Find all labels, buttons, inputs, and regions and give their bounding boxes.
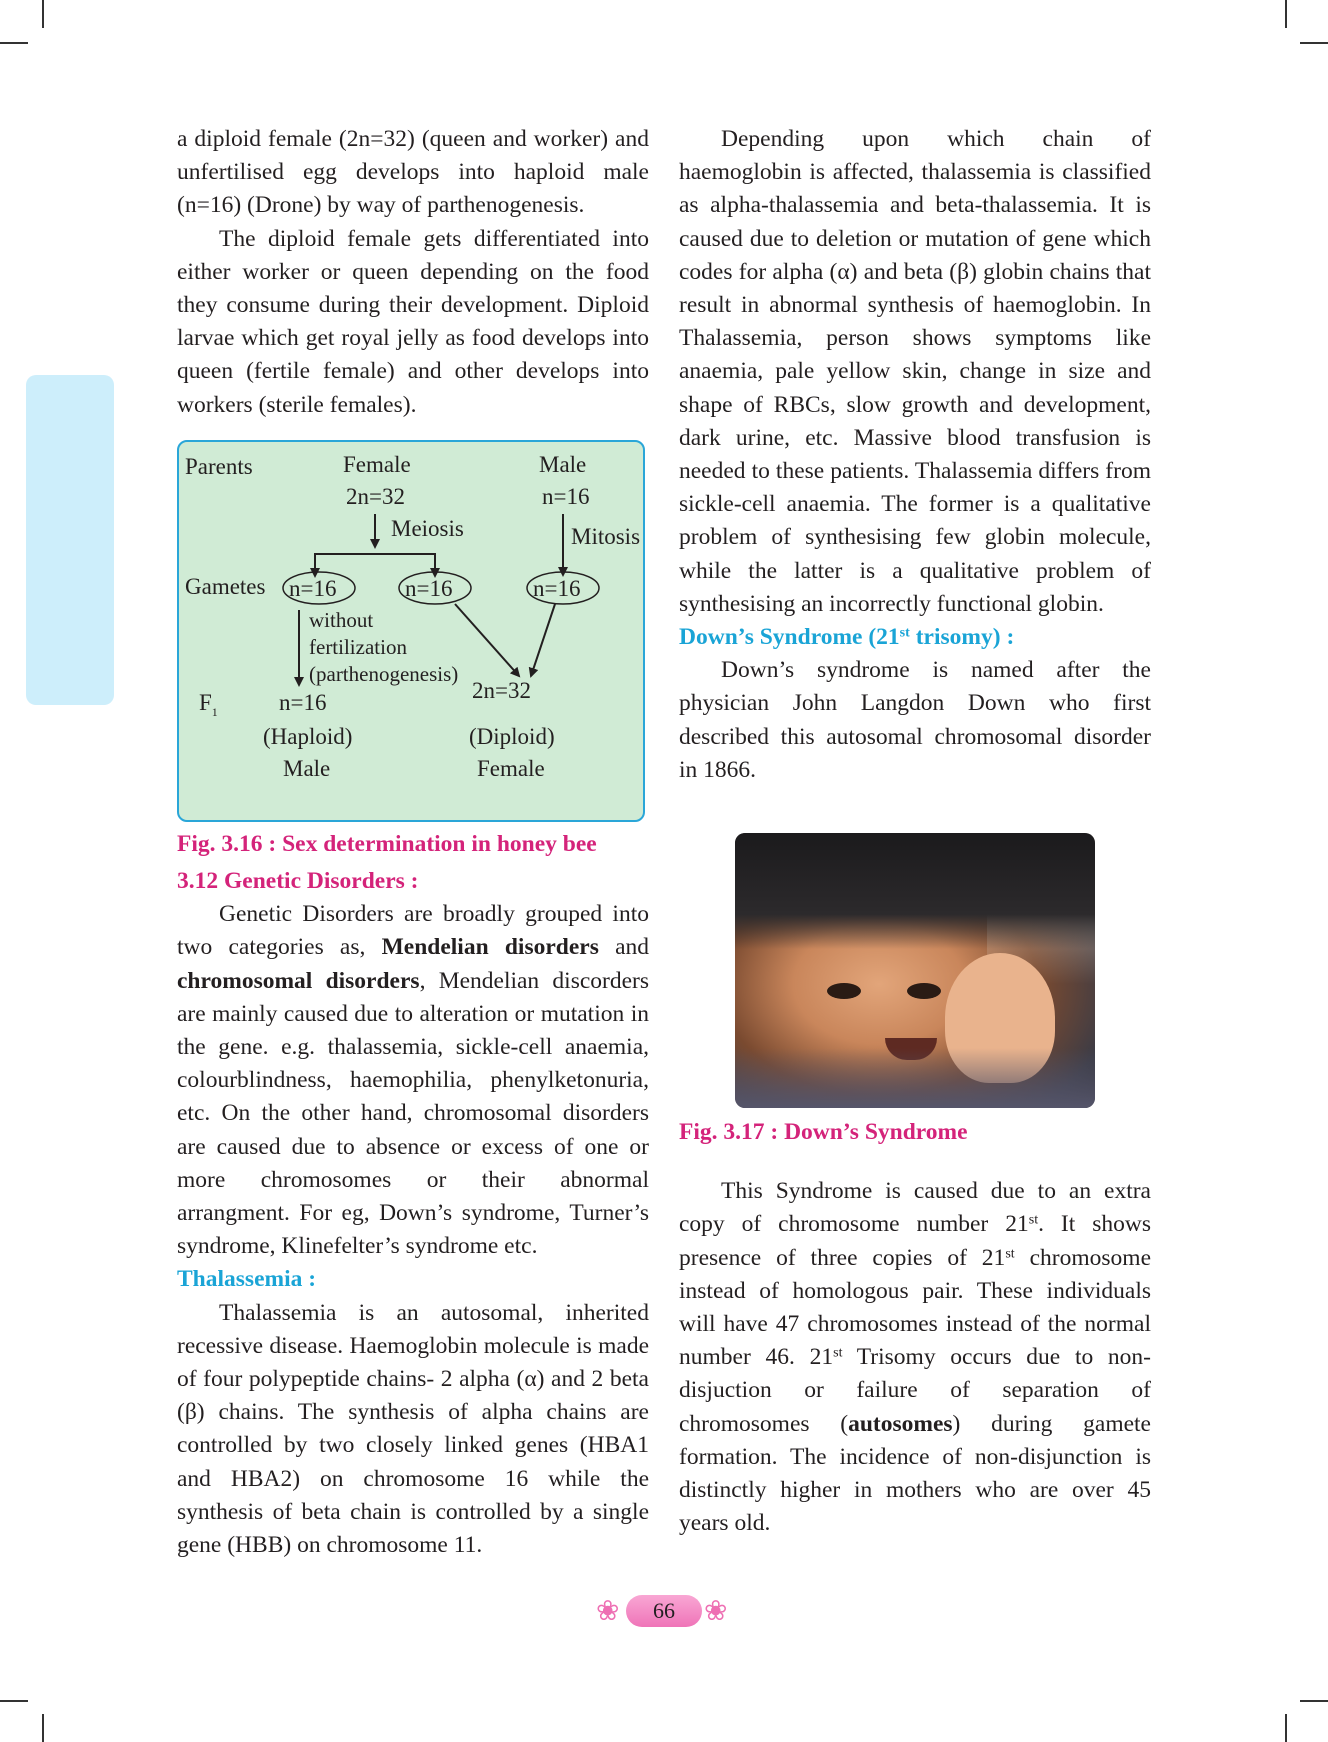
gamete3-text: n=16 (533, 575, 581, 601)
parents-label: Parents (185, 453, 253, 479)
paragraph: Depending upon which chain of haemoglobin is affected, thalassemia is classified as alpha-thalassemia and beta-thalassemia. It is caused due to deletion or mutation of gene which codes for alpha (α) and beta (β) globin chains that result in abnormal synthesis of haemoglobin. In Thalassemia, person shows symptoms like anaemia, pale yellow skin, change in size and shape of RBCs, slow growth and development, dark urine, etc. Massive blood transfusion is needed to these patients. Thalassemia differs from sickle-cell anaemia. The former is a qualitative problem of synthesising few globin molecule, while the latter is a qualitative problem of synthesising an incorrectly functional globin. (679, 126, 1151, 617)
honey-bee-diagram (177, 440, 645, 822)
female-chromosome: 2n=32 (346, 483, 405, 509)
crop-mark (0, 1700, 28, 1702)
paragraph: Genetic Disorders are broadly grouped into two categories as, Mendelian disorders and chromosomal disorders, Mendelian discorders are mainly caused due to alteration or mutation in the gene. e.g. thalassemia, sickle-cell anaemia, colourblindness, haemophilia, phenylketonuria, etc. On the other hand, chromosomal disorders are caused due to absence or excess of one or more chromosomes or their abnormal arrangment. For eg, Down’s syndrome, Turner’s syndrome, Klinefelter’s syndrome etc. (177, 901, 650, 1260)
mitosis-label: Mitosis (571, 523, 641, 549)
paragraph: The diploid female gets differentiated into either worker or queen depending on the food they consume during their development. Diploid larvae which get royal jelly as food develops into queen (fertile female) and other develops into workers (sterile females). (177, 225, 649, 418)
figure-caption: Fig. 3.16 : Sex determination in honey bee (177, 830, 597, 857)
crop-mark (1300, 1700, 1328, 1702)
fertilization-arrow-1 (455, 604, 519, 676)
section-heading: 3.12 Genetic Disorders : (177, 868, 419, 895)
fertilization-text: fertilization (309, 634, 407, 659)
gamete2-text: n=16 (405, 575, 453, 601)
gamete1-text: n=16 (289, 575, 337, 601)
without-text: without (309, 607, 374, 632)
crop-mark (1285, 0, 1287, 28)
subsection-heading: Down’s Syndrome (21st trisomy) : (679, 624, 1015, 651)
flower-icon: ❀ (704, 1594, 728, 1627)
left-column (177, 123, 649, 1562)
page-number-badge (596, 1591, 732, 1631)
f1-label: $F_1$ (199, 689, 218, 719)
female-label: Female (343, 451, 411, 477)
diploid-chromosome: 2n=32 (472, 677, 531, 703)
page-number: 66 (626, 1595, 702, 1627)
subsection-heading: Thalassemia : (177, 1266, 317, 1293)
fertilization-arrow-2 (531, 604, 555, 676)
crop-mark (0, 42, 28, 44)
male-chromosome: n=16 (542, 483, 590, 509)
haploid-sex: Male (283, 755, 331, 781)
crop-mark (1285, 1714, 1287, 1742)
paragraph: Thalassemia is an autosomal, inherited recessive disease. Haemoglobin molecule is made of four polypeptide chains- 2 alpha (α) and 2 beta (β) chains. The synthesis of alpha chains are controlled by two closely linked genes (HBA1 and HBA2) on chromosome 16 while the synthesis of beta chain is controlled by a single gene (HBB) on chromosome 11. (177, 1299, 649, 1559)
side-tab (26, 375, 114, 705)
parthenogenesis-text: (parthenogenesis) (309, 661, 459, 686)
gametes-label: Gametes (185, 573, 266, 599)
right-column (679, 123, 1151, 1541)
crop-mark (42, 0, 44, 28)
paragraph: This Syndrome is caused due to an extra copy of chromosome number 21st. It shows presence of three copies of 21st chromosome instead of homologous pair. These individuals will have 47 chromosomes instead of the normal number 46. 21st Trisomy occurs due to non-disjuction or failure of separation of chromosomes (autosomes) during gamete formation. The incidence of non-disjunction is distinctly higher in mothers who are over 45 years old. (679, 1178, 1151, 1537)
diploid-label: (Diploid) (469, 723, 555, 749)
paragraph: a diploid female (2n=32) (queen and worker) and unfertilised egg develops into haploid male (n=16) (Drone) by way of parthenogenesis. (177, 126, 649, 219)
crop-mark (1300, 42, 1328, 44)
haploid-label: (Haploid) (263, 723, 353, 749)
crop-mark (42, 1714, 44, 1742)
diagram-svg (179, 442, 647, 824)
meiosis-label: Meiosis (391, 515, 464, 541)
figure-caption: Fig. 3.17 : Down’s Syndrome (679, 1119, 968, 1146)
diploid-sex: Female (477, 755, 545, 781)
flower-icon: ❀ (596, 1594, 620, 1627)
haploid-chromosome: n=16 (279, 689, 327, 715)
male-label: Male (539, 451, 587, 477)
down-syndrome-photo (735, 833, 1095, 1108)
paragraph: Down’s syndrome is named after the physician John Langdon Down who first described this autosomal chromosomal disorder in 1866. (679, 657, 1151, 783)
